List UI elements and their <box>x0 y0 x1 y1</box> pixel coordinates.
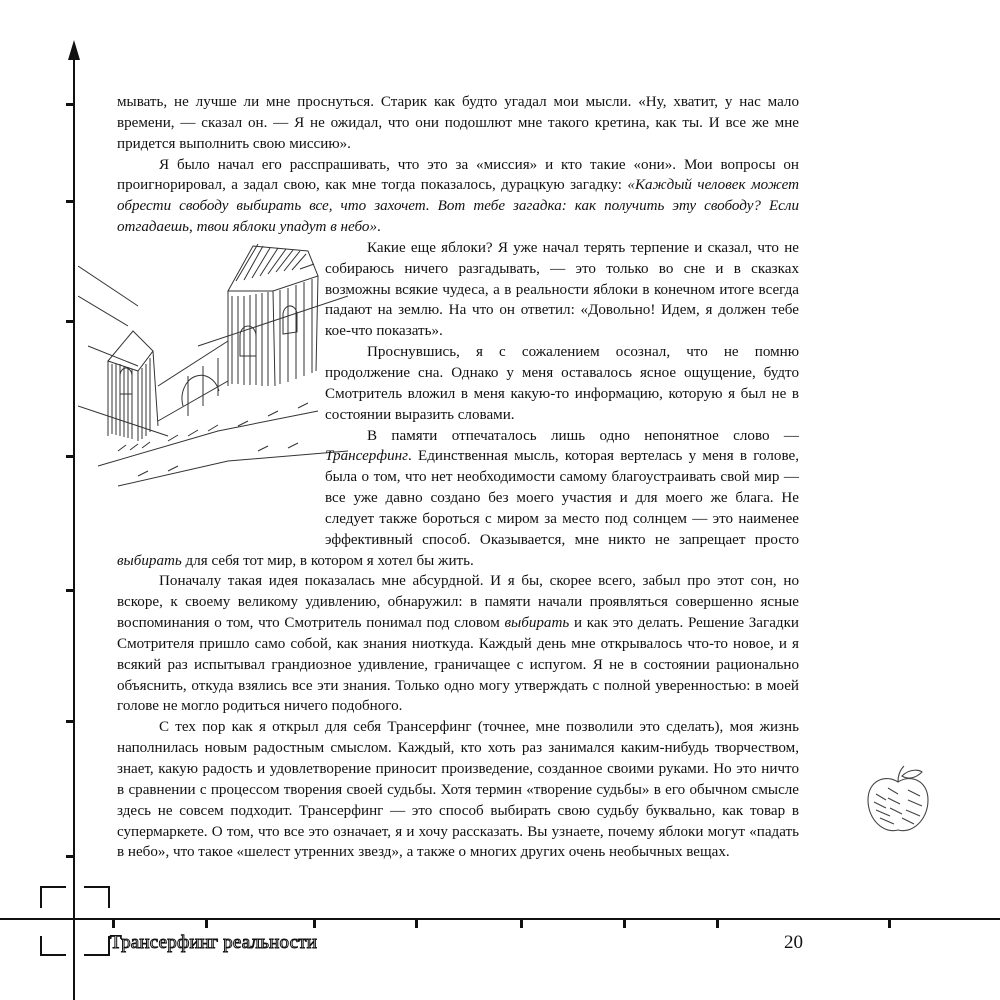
ruler-tick <box>66 855 74 858</box>
ruler-tick <box>66 720 74 723</box>
ruler-tick <box>313 918 316 928</box>
paragraph-text: Поначалу такая идея показалась мне абсурдной. И я бы, скорее всего, забыл про этот сон, но вскоре, к своему великому удивлению, обнаружил: в памяти начали проявляться совершенно ясные воспоминания о том, что Смотритель понимал под словом <box>117 573 799 632</box>
ruler-tick <box>66 200 74 203</box>
paragraph-text: . Единственная мысль, которая вертелась у меня в голове, была о том, что нет необходимости самому благоустраивать свой мир — все уже давно создано без моего участия и для моего же блага. Не следует также бороться с миром за место под солнцем — это наименее эффективный способ. Оказывается, мне никто не запрещает просто <box>325 448 799 548</box>
ruler-tick <box>716 918 719 928</box>
ruler-tick <box>66 589 74 592</box>
ruler-tick <box>205 918 208 928</box>
ruler-tick <box>888 918 891 928</box>
apple-icon <box>858 760 938 840</box>
paragraph-text: Я было начал его расспрашивать, что это за «миссия» и кто такие «они». Мои вопросы он проигнорировал, а задал свою, как мне тогда показалось, дурацкую загадку: <box>117 156 799 194</box>
ruler-tick <box>520 918 523 928</box>
crop-mark <box>40 936 42 956</box>
running-footer-title: Трансерфинг реальности <box>110 932 318 953</box>
crop-mark <box>108 886 110 908</box>
ruler-tick <box>66 103 74 106</box>
term-transurfing: Трансерфинг <box>325 448 408 465</box>
ruler-tick <box>66 320 74 323</box>
paragraph: мывать, не лучше ли мне проснуться. Старик как будто угадал мои мысли. «Ну, хватит, у нас мало времени, — сказал он. — Я не ожидал, что они подошлют мне такого кретина, как ты. И все же мне придется выполнить свою миссию». <box>117 94 799 152</box>
crop-mark <box>40 954 66 956</box>
paragraph <box>117 571 799 717</box>
ruler-tick <box>112 918 115 928</box>
ruler-tick <box>623 918 626 928</box>
crop-mark <box>84 886 110 888</box>
paragraph <box>117 155 799 238</box>
crop-mark <box>40 886 42 908</box>
page-number: 20 <box>784 932 803 953</box>
body-text <box>117 92 799 863</box>
term-choose: выбирать <box>504 615 570 632</box>
paragraph-text: для себя тот мир, в котором я хотел бы жить. <box>181 552 474 569</box>
paragraph: Какие еще яблоки? Я уже начал терять терпение и сказал, что не собираюсь ничего разгадывать, — это только во сне и в сказках возможны всякие чудеса, а в реальности яблоки в конечном итоге всегда падают на землю. На что он ответил: «Довольно! Идем, я должен тебе кое-что показать». <box>325 239 799 340</box>
crop-mark <box>84 954 110 956</box>
paragraph-text: . <box>377 219 381 236</box>
bottom-ruler <box>0 918 1000 920</box>
paragraph: Проснувшись, я с сожалением осознал, что не помню продолжение сна. Однако у меня оставалось ясное ощущение, будто Смотритель вложил в меня какую-то информацию, которую я был не в состоянии выразить словами. <box>325 344 799 423</box>
riddle-text: «Каждый человек может обрести свободу выбирать все, что захочет. Вот тебе загадка: как получить эту свободу? Если отгадаешь, твои яблоки упадут в небо» <box>117 177 799 236</box>
crop-mark <box>40 886 66 888</box>
ruler-tick <box>66 455 74 458</box>
paragraph: С тех пор как я открыл для себя Трансерфинг (точнее, мне позволили это сделать), моя жизнь наполнилась новым радостным смыслом. Каждый, кто хоть раз занимался каким-нибудь творчеством, знает, какую радость и удовлетворение приносит произведение, созданное своими руками. Но это ничто в сравнении с процессом творения своей судьбы. Хотя термин «творение судьбы» в его обычном смысле здесь не совсем подходит. Трансерфинг — это способ выбирать свою судьбу буквально, как товар в супермаркете. О том, что все это означает, я и хочу рассказать. Вы узнаете, почему яблоки могут «падать в небо», что такое «шелест утренних звезд», а также о многих других очень необычных вещах. <box>117 719 799 861</box>
paragraph-text: и как это делать. Решение Загадки Смотрителя пришло само собой, как знания ниоткуда. Каждый день мне открывалось что-то новое, и я всякий раз испытывал грандиозное удивление, граничащее с испугом. Я не в состоянии рационально объяснить, откуда взялись все эти знания. Только одно могу утверждать с полной уверенностью: в моей голове не могло родиться ничего подобного. <box>117 615 799 715</box>
paragraph-text: В памяти отпечаталось лишь одно непонятное слово — <box>367 427 799 444</box>
ruler-tick <box>415 918 418 928</box>
illustration-space <box>117 238 325 541</box>
ruler-arrow-icon <box>68 40 80 60</box>
term-choose: выбирать <box>117 552 182 569</box>
